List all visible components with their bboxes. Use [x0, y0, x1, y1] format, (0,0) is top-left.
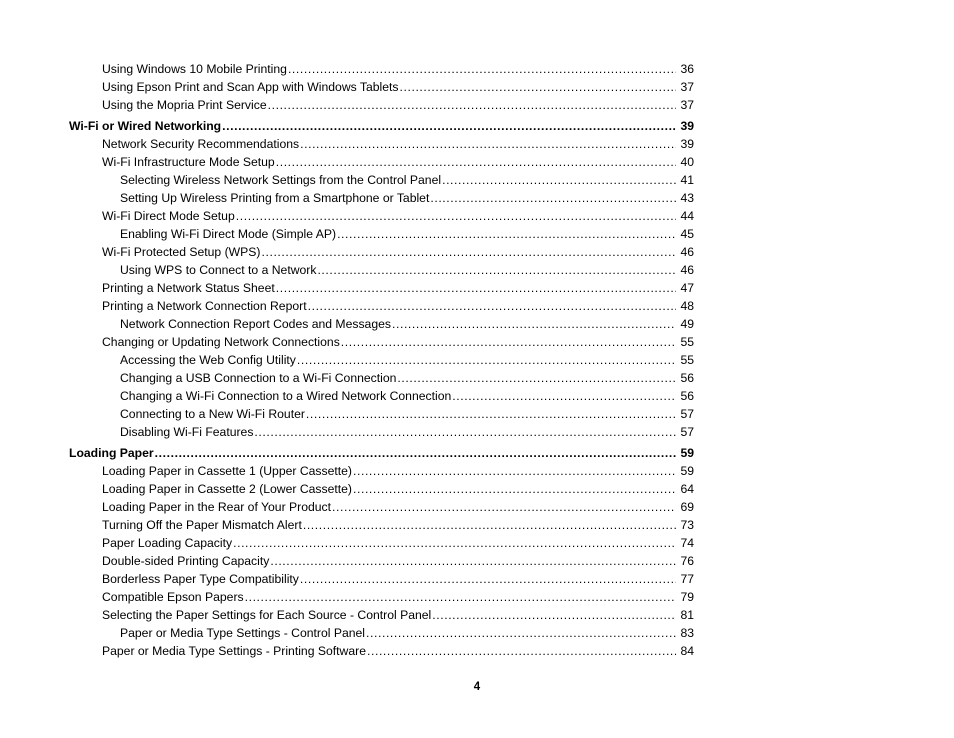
- dot-leader: [254, 423, 676, 441]
- toc-entry-title: Compatible Epson Papers: [102, 590, 244, 604]
- toc-entry-page: 74: [680, 536, 694, 550]
- toc-entry-title: Paper or Media Type Settings - Control Panel: [120, 626, 366, 640]
- toc-entry-page: 44: [680, 209, 694, 223]
- toc-entry-title: Loading Paper in Cassette 2 (Lower Cassette): [102, 482, 352, 496]
- toc-entry-page: 84: [680, 644, 694, 658]
- toc-entry-page: 36: [680, 62, 694, 76]
- toc-entry-page: 55: [680, 353, 694, 367]
- toc-entry[interactable]: [102, 297, 694, 315]
- toc-entry-title: Changing a Wi-Fi Connection to a Wired Network Connection: [120, 389, 452, 403]
- toc-entry[interactable]: [102, 243, 694, 261]
- toc-entry[interactable]: [102, 552, 694, 570]
- toc-entry-page: 41: [680, 173, 694, 187]
- toc-entry-page: 37: [680, 98, 694, 112]
- toc-entry-page: 57: [680, 425, 694, 439]
- dot-leader: [270, 552, 676, 570]
- toc-entry-title: Selecting the Paper Settings for Each Source - Control Panel: [102, 608, 432, 622]
- toc-entry[interactable]: [102, 516, 694, 534]
- toc-entry-title: Setting Up Wireless Printing from a Smartphone or Tablet: [120, 191, 430, 205]
- toc-entry-title: Printing a Network Connection Report: [102, 299, 307, 313]
- toc-entry-page: 83: [680, 626, 694, 640]
- toc-entry-page: 46: [680, 245, 694, 259]
- toc-entry-title: Wi-Fi Direct Mode Setup: [102, 209, 235, 223]
- toc-entry[interactable]: [102, 60, 694, 78]
- toc-entry-title: Double-sided Printing Capacity: [102, 554, 270, 568]
- dot-leader: [392, 315, 676, 333]
- toc-entry[interactable]: [102, 333, 694, 351]
- toc-entry-title: Selecting Wireless Network Settings from the Control Panel: [120, 173, 442, 187]
- toc-entry-title: Borderless Paper Type Compatibility: [102, 572, 299, 586]
- dot-leader: [297, 351, 676, 369]
- toc-entry-page: 39: [680, 119, 694, 133]
- dot-leader: [367, 642, 676, 660]
- toc-entry-title: Wi-Fi or Wired Networking: [69, 119, 222, 133]
- toc-entry-page: 73: [680, 518, 694, 532]
- toc-entry[interactable]: [102, 606, 694, 624]
- dot-leader: [442, 171, 676, 189]
- toc-entry[interactable]: [120, 405, 694, 423]
- toc-entry-title: Turning Off the Paper Mismatch Alert: [102, 518, 302, 532]
- dot-leader: [353, 462, 676, 480]
- toc-entry[interactable]: [102, 534, 694, 552]
- toc-entry[interactable]: [102, 570, 694, 588]
- toc-entry-page: 48: [680, 299, 694, 313]
- toc-entry[interactable]: [120, 624, 694, 642]
- dot-leader: [353, 480, 676, 498]
- dot-leader: [332, 498, 676, 516]
- toc-entry-title: Loading Paper in Cassette 1 (Upper Cassette): [102, 464, 352, 478]
- toc-entry-title: Using Windows 10 Mobile Printing: [102, 62, 287, 76]
- toc-entry-title: Using Epson Print and Scan App with Windows Tablets: [102, 80, 399, 94]
- toc-entry-title: Wi-Fi Protected Setup (WPS): [102, 245, 261, 259]
- toc-entry-page: 45: [680, 227, 694, 241]
- toc-entry[interactable]: [102, 78, 694, 96]
- toc-entry-title: Wi-Fi Infrastructure Mode Setup: [102, 155, 275, 169]
- toc-entry-page: 81: [680, 608, 694, 622]
- toc-section-heading[interactable]: [69, 117, 694, 135]
- toc-entry-title: Changing a USB Connection to a Wi-Fi Connection: [120, 371, 397, 385]
- toc-entry-page: 56: [680, 371, 694, 385]
- table-of-contents: [0, 60, 954, 660]
- toc-entry-title: Loading Paper in the Rear of Your Product: [102, 500, 332, 514]
- toc-entry[interactable]: [102, 207, 694, 225]
- toc-entry-title: Disabling Wi-Fi Features: [120, 425, 254, 439]
- dot-leader: [337, 225, 676, 243]
- toc-entry-page: 59: [680, 446, 694, 460]
- toc-entry-title: Network Security Recommendations: [102, 137, 300, 151]
- toc-entry-page: 49: [680, 317, 694, 331]
- toc-list: [0, 60, 824, 660]
- dot-leader: [300, 135, 676, 153]
- toc-entry-page: 39: [680, 137, 694, 151]
- toc-entry[interactable]: [102, 96, 694, 114]
- toc-entry[interactable]: [102, 279, 694, 297]
- dot-leader: [341, 333, 676, 351]
- toc-entry-page: 40: [680, 155, 694, 169]
- dot-leader: [366, 624, 676, 642]
- dot-leader: [303, 516, 676, 534]
- dot-leader: [308, 297, 676, 315]
- toc-entry-page: 46: [680, 263, 694, 277]
- toc-entry-page: 56: [680, 389, 694, 403]
- toc-entry[interactable]: [120, 369, 694, 387]
- toc-entry-page: 57: [680, 407, 694, 421]
- dot-leader: [288, 60, 676, 78]
- dot-leader: [306, 405, 676, 423]
- toc-entry-page: 43: [680, 191, 694, 205]
- toc-entry[interactable]: [120, 225, 694, 243]
- toc-entry-title: Using WPS to Connect to a Network: [120, 263, 317, 277]
- toc-entry[interactable]: [102, 642, 694, 660]
- dot-leader: [236, 207, 676, 225]
- toc-entry[interactable]: [120, 351, 694, 369]
- toc-entry-title: Printing a Network Status Sheet: [102, 281, 275, 295]
- dot-leader: [397, 369, 676, 387]
- dot-leader: [268, 96, 676, 114]
- dot-leader: [261, 243, 676, 261]
- toc-entry-page: 64: [680, 482, 694, 496]
- toc-entry-page: 69: [680, 500, 694, 514]
- toc-entry-page: 77: [680, 572, 694, 586]
- page-number: 4: [473, 681, 481, 693]
- toc-entry-page: 76: [680, 554, 694, 568]
- toc-entry-title: Accessing the Web Config Utility: [120, 353, 296, 367]
- dot-leader: [317, 261, 676, 279]
- toc-entry[interactable]: [102, 480, 694, 498]
- dot-leader: [276, 153, 676, 171]
- toc-entry-page: 55: [680, 335, 694, 349]
- dot-leader: [222, 117, 676, 135]
- toc-entry[interactable]: [102, 153, 694, 171]
- toc-entry-title: Paper or Media Type Settings - Printing Software: [102, 644, 366, 658]
- toc-entry[interactable]: [120, 171, 694, 189]
- dot-leader: [452, 387, 676, 405]
- toc-entry[interactable]: [120, 423, 694, 441]
- toc-entry-title: Enabling Wi-Fi Direct Mode (Simple AP): [120, 227, 337, 241]
- dot-leader: [245, 588, 676, 606]
- dot-leader: [432, 606, 676, 624]
- toc-entry-title: Network Connection Report Codes and Messages: [120, 317, 391, 331]
- toc-entry[interactable]: [120, 189, 694, 207]
- toc-entry[interactable]: [102, 498, 694, 516]
- toc-entry-title: Changing or Updating Network Connections: [102, 335, 340, 349]
- toc-entry-page: 79: [680, 590, 694, 604]
- toc-entry[interactable]: [120, 315, 694, 333]
- toc-entry[interactable]: [120, 387, 694, 405]
- dot-leader: [233, 534, 676, 552]
- toc-entry[interactable]: [102, 462, 694, 480]
- dot-leader: [276, 279, 676, 297]
- toc-entry-page: 47: [680, 281, 694, 295]
- toc-entry[interactable]: [102, 135, 694, 153]
- dot-leader: [300, 570, 676, 588]
- dot-leader: [400, 78, 677, 96]
- toc-entry[interactable]: [102, 588, 694, 606]
- toc-entry[interactable]: [120, 261, 694, 279]
- toc-entry-title: Using the Mopria Print Service: [102, 98, 267, 112]
- toc-section-heading[interactable]: [69, 444, 694, 462]
- toc-entry-page: 59: [680, 464, 694, 478]
- toc-entry-page: 37: [680, 80, 694, 94]
- toc-entry-title: Paper Loading Capacity: [102, 536, 233, 550]
- toc-entry-title: Connecting to a New Wi-Fi Router: [120, 407, 305, 421]
- dot-leader: [430, 189, 676, 207]
- toc-entry-title: Loading Paper: [69, 446, 154, 460]
- dot-leader: [155, 444, 676, 462]
